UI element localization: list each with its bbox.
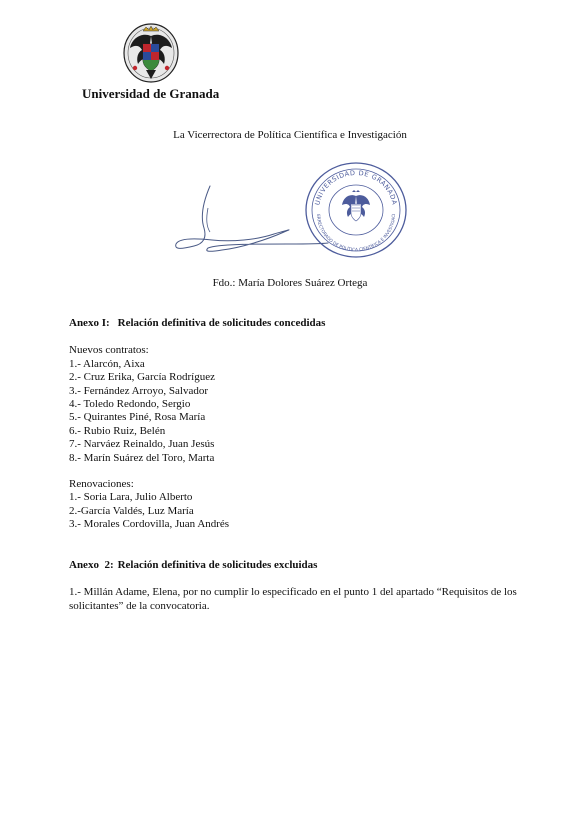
document-body <box>69 317 529 613</box>
university-name: Universidad de Granada <box>82 86 220 101</box>
list-item: 3.- Morales Cordovilla, Juan Andrés <box>69 518 230 531</box>
annex-1-title: Relación definitiva de solicitudes concedidas <box>117 317 326 329</box>
renewals-label: Renovaciones: <box>69 478 134 491</box>
list-item: 8.- Marín Suárez del Toro, Marta <box>69 451 215 464</box>
signatory-title: La Vicerrectora de Política Científica e Investigación <box>173 129 407 141</box>
annex-1-label: Anexo I: <box>69 317 110 329</box>
list-item: 1.- Soria Lara, Julio Alberto <box>69 491 193 504</box>
seal-text-top: UNIVERSIDAD DE GRANADA <box>313 168 399 206</box>
renewals-list <box>69 491 529 531</box>
annex-2-heading <box>69 559 529 572</box>
list-item: 6.- Rubio Ruiz, Belén <box>69 424 166 437</box>
annex-2-label: Anexo 2: <box>69 558 114 571</box>
annex-2-title: Relación definitiva de solicitudes excluidas <box>117 558 318 571</box>
excluded-item: 1.- Millán Adame, Elena, por no cumplir lo especificado en el punto 1 del apartado “Requisitos de los solicitantes” de la convocatoria. <box>69 586 517 612</box>
seal-text-bottom: ERRECTORADO DE POLÍTICA CIENTÍFICA E INVESTIGACI <box>314 213 398 254</box>
official-seal-icon <box>303 160 409 260</box>
list-item: 1.- Alarcón, Aixa <box>69 357 145 370</box>
signer-name: Fdo.: María Dolores Suárez Ortega <box>212 277 368 289</box>
list-item: 4.- Toledo Redondo, Sergio <box>69 398 191 411</box>
svg-text:UNIVERSIDAD DE GRANADA <box>313 169 398 206</box>
new-contracts-list <box>69 358 529 465</box>
list-item: 3.- Fernández Arroyo, Salvador <box>69 384 208 397</box>
list-item: 7.- Narváez Reinaldo, Juan Jesús <box>69 438 215 451</box>
list-item: 2.-García Valdés, Luz María <box>69 504 194 517</box>
list-item: 2.- Cruz Erika, García Rodríguez <box>69 371 215 384</box>
university-crest-icon <box>122 22 180 84</box>
list-item: 5.- Quirantes Piné, Rosa María <box>69 411 206 424</box>
new-contracts-label: Nuevos contratos: <box>69 344 149 357</box>
annex-1-heading <box>69 317 529 330</box>
